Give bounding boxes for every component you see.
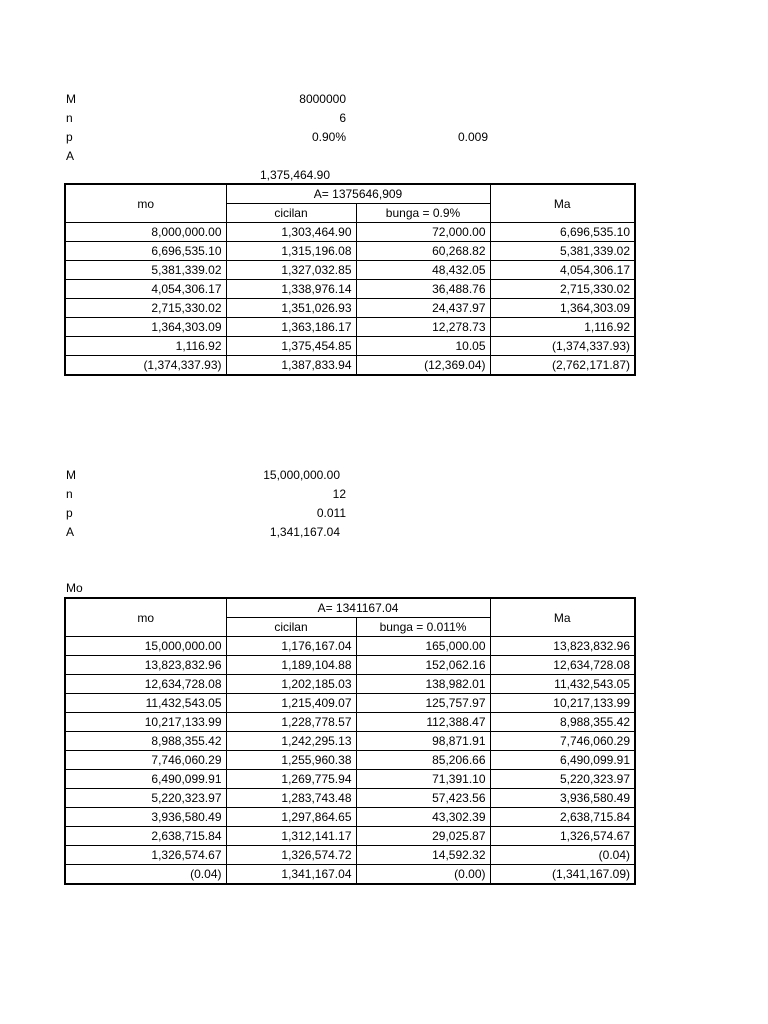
cell-bunga: 112,388.47: [356, 713, 490, 732]
mo-label: Mo: [66, 581, 83, 595]
header-mo: mo: [65, 598, 226, 637]
cell-mo: 5,220,323.97: [65, 789, 226, 808]
cell-cicilan: 1,351,026.93: [226, 299, 356, 318]
table1-body: [65, 223, 635, 376]
cell-bunga: (0.00): [356, 865, 490, 885]
cell-ma: 5,220,323.97: [490, 770, 635, 789]
cell-mo: 13,823,832.96: [65, 656, 226, 675]
a-value: 1,375,464.90: [259, 168, 331, 182]
param-label-a: A: [66, 149, 75, 163]
cell-cicilan: 1,228,778.57: [226, 713, 356, 732]
param-value-p: 0.90%: [311, 130, 346, 144]
cell-cicilan: 1,215,409.07: [226, 694, 356, 713]
cell-mo: (1,374,337.93): [65, 356, 226, 376]
amortization-table-2: [64, 597, 636, 885]
cell-bunga: 10.05: [356, 337, 490, 356]
cell-ma: 1,326,574.67: [490, 827, 635, 846]
cell-cicilan: 1,363,186.17: [226, 318, 356, 337]
table-row: [65, 280, 635, 299]
table-row: [65, 808, 635, 827]
cell-cicilan: 1,341,167.04: [226, 865, 356, 885]
param-value-n: 12: [332, 487, 346, 501]
cell-ma: (2,762,171.87): [490, 356, 635, 376]
table-row: [65, 318, 635, 337]
cell-mo: 10,217,133.99: [65, 713, 226, 732]
cell-mo: 2,715,330.02: [65, 299, 226, 318]
table-row: [65, 656, 635, 675]
header-group-a: A= 1375646,909: [226, 184, 490, 204]
table-row: [65, 732, 635, 751]
header-bunga: bunga = 0.011%: [356, 618, 490, 637]
table-row: [65, 261, 635, 280]
cell-mo: 4,054,306.17: [65, 280, 226, 299]
cell-mo: 2,638,715.84: [65, 827, 226, 846]
cell-mo: 8,988,355.42: [65, 732, 226, 751]
cell-bunga: 36,488.76: [356, 280, 490, 299]
param-label-m: M: [66, 92, 76, 106]
cell-mo: 15,000,000.00: [65, 637, 226, 656]
table-row: [65, 356, 635, 376]
cell-bunga: 71,391.10: [356, 770, 490, 789]
cell-bunga: 165,000.00: [356, 637, 490, 656]
cell-cicilan: 1,303,464.90: [226, 223, 356, 242]
cell-bunga: 98,871.91: [356, 732, 490, 751]
cell-mo: 3,936,580.49: [65, 808, 226, 827]
table2-body: [65, 637, 635, 885]
table-row: [65, 751, 635, 770]
cell-bunga: 24,437.97: [356, 299, 490, 318]
header-ma: Ma: [490, 184, 635, 223]
cell-bunga: 29,025.87: [356, 827, 490, 846]
cell-cicilan: 1,312,141.17: [226, 827, 356, 846]
cell-bunga: 125,757.97: [356, 694, 490, 713]
cell-mo: 8,000,000.00: [65, 223, 226, 242]
param-value-m: 15,000,000.00: [263, 468, 340, 482]
header-cicilan: cicilan: [226, 618, 356, 637]
cell-ma: 13,823,832.96: [490, 637, 635, 656]
cell-ma: (0.04): [490, 846, 635, 865]
cell-ma: 7,746,060.29: [490, 732, 635, 751]
param-label-p: p: [66, 130, 73, 144]
table-row: [65, 827, 635, 846]
cell-mo: 1,326,574.67: [65, 846, 226, 865]
table-row: [65, 337, 635, 356]
cell-ma: 1,116.92: [490, 318, 635, 337]
cell-cicilan: 1,326,574.72: [226, 846, 356, 865]
cell-cicilan: 1,315,196.08: [226, 242, 356, 261]
cell-cicilan: 1,242,295.13: [226, 732, 356, 751]
cell-cicilan: 1,255,960.38: [226, 751, 356, 770]
cell-bunga: (12,369.04): [356, 356, 490, 376]
amortization-table-1: [64, 183, 636, 376]
cell-ma: (1,341,167.09): [490, 865, 635, 885]
cell-ma: 11,432,543.05: [490, 675, 635, 694]
cell-mo: 6,490,099.91: [65, 770, 226, 789]
table-row: [65, 299, 635, 318]
table-row: [65, 789, 635, 808]
cell-ma: 8,988,355.42: [490, 713, 635, 732]
cell-ma: (1,374,337.93): [490, 337, 635, 356]
cell-cicilan: 1,176,167.04: [226, 637, 356, 656]
param-value-m: 8000000: [299, 92, 346, 106]
cell-bunga: 60,268.82: [356, 242, 490, 261]
header-bunga: bunga = 0.9%: [356, 204, 490, 223]
cell-mo: 11,432,543.05: [65, 694, 226, 713]
cell-ma: 2,715,330.02: [490, 280, 635, 299]
cell-ma: 12,634,728.08: [490, 656, 635, 675]
param-label-p: p: [66, 506, 73, 520]
cell-ma: 3,936,580.49: [490, 789, 635, 808]
param-value-n: 6: [339, 111, 346, 125]
table-row: [65, 242, 635, 261]
cell-bunga: 48,432.05: [356, 261, 490, 280]
cell-ma: 5,381,339.02: [490, 242, 635, 261]
header-ma: Ma: [490, 598, 635, 637]
cell-ma: 6,490,099.91: [490, 751, 635, 770]
cell-bunga: 43,302.39: [356, 808, 490, 827]
cell-bunga: 57,423.56: [356, 789, 490, 808]
table-row: [65, 865, 635, 885]
table-row: [65, 223, 635, 242]
table-row: [65, 770, 635, 789]
cell-cicilan: 1,269,775.94: [226, 770, 356, 789]
table-row: [65, 675, 635, 694]
cell-mo: 5,381,339.02: [65, 261, 226, 280]
param-label-m: M: [66, 468, 76, 482]
cell-bunga: 72,000.00: [356, 223, 490, 242]
cell-cicilan: 1,327,032.85: [226, 261, 356, 280]
param-extra-p: 0.009: [457, 130, 488, 144]
table-row: [65, 846, 635, 865]
cell-ma: 2,638,715.84: [490, 808, 635, 827]
cell-mo: (0.04): [65, 865, 226, 885]
header-cicilan: cicilan: [226, 204, 356, 223]
cell-cicilan: 1,283,743.48: [226, 789, 356, 808]
param-label-n: n: [66, 487, 73, 501]
cell-bunga: 152,062.16: [356, 656, 490, 675]
cell-ma: 10,217,133.99: [490, 694, 635, 713]
cell-ma: 4,054,306.17: [490, 261, 635, 280]
cell-ma: 1,364,303.09: [490, 299, 635, 318]
cell-cicilan: 1,387,833.94: [226, 356, 356, 376]
cell-mo: 1,364,303.09: [65, 318, 226, 337]
cell-bunga: 14,592.32: [356, 846, 490, 865]
cell-bunga: 138,982.01: [356, 675, 490, 694]
cell-mo: 1,116.92: [65, 337, 226, 356]
param-value-a: 1,341,167.04: [269, 525, 340, 539]
cell-ma: 6,696,535.10: [490, 223, 635, 242]
cell-cicilan: 1,202,185.03: [226, 675, 356, 694]
table-row: [65, 637, 635, 656]
header-mo: mo: [65, 184, 226, 223]
cell-cicilan: 1,189,104.88: [226, 656, 356, 675]
table-row: [65, 694, 635, 713]
param-label-a: A: [66, 525, 75, 539]
header-group-a: A= 1341167.04: [226, 598, 490, 618]
cell-cicilan: 1,297,864.65: [226, 808, 356, 827]
cell-mo: 6,696,535.10: [65, 242, 226, 261]
cell-bunga: 12,278.73: [356, 318, 490, 337]
cell-bunga: 85,206.66: [356, 751, 490, 770]
table-row: [65, 713, 635, 732]
param-label-n: n: [66, 111, 73, 125]
param-value-p: 0.011: [316, 506, 346, 520]
cell-mo: 7,746,060.29: [65, 751, 226, 770]
cell-cicilan: 1,338,976.14: [226, 280, 356, 299]
cell-mo: 12,634,728.08: [65, 675, 226, 694]
cell-cicilan: 1,375,454.85: [226, 337, 356, 356]
